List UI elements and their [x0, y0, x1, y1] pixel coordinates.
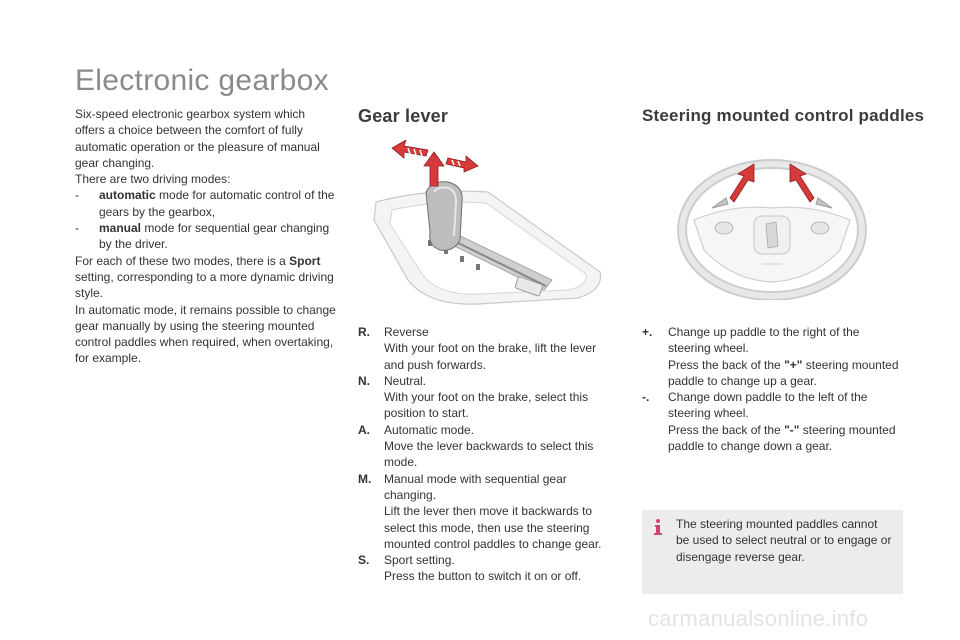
- mode-automatic-label: automatic: [99, 188, 156, 203]
- steering-wheel-illustration: [672, 150, 872, 300]
- gear-position-item: [358, 422, 608, 438]
- gear-position-key: R.: [358, 325, 370, 339]
- gear-position-item: [358, 552, 608, 568]
- mode-item-automatic: [75, 187, 337, 220]
- pointer-bullet: [358, 389, 384, 422]
- gear-position-item: [358, 373, 608, 389]
- dash-bullet: -: [75, 188, 79, 203]
- gear-position-instruction: Press the button to switch it on or off.: [384, 569, 582, 584]
- info-icon: [650, 518, 666, 536]
- pointer-bullet: [358, 568, 384, 584]
- intro-paragraph: Six-speed electronic gearbox system which offers a choice between the comfort of fully automatic operation or the pleasure of manual gear changing.: [75, 107, 320, 170]
- gear-position-action: [358, 503, 608, 552]
- gear-position-action: [358, 568, 608, 584]
- sport-label: Sport: [289, 253, 321, 268]
- mode-item-manual: [75, 220, 337, 253]
- gear-position-key: N.: [358, 373, 370, 388]
- gear-lever-illustration: [368, 140, 608, 310]
- minus-symbol: "-": [784, 422, 800, 437]
- intro-text: [75, 106, 337, 367]
- pointer-bullet: [642, 422, 668, 455]
- gear-position-key: M.: [358, 471, 372, 486]
- note-text: The steering mounted paddles cannot be used to select neutral or to engage or disengage reverse gear.: [676, 517, 892, 564]
- mode-manual-label: manual: [99, 221, 142, 236]
- gear-position-key: S.: [358, 553, 370, 568]
- gear-position-instruction: With your foot on the brake, lift the lever and push forwards.: [384, 341, 597, 372]
- mode-manual-desc: mode for sequential gear changing by the driver.: [99, 221, 330, 252]
- gear-position-key: A.: [358, 422, 370, 437]
- gear-position-label: Neutral.: [384, 373, 427, 388]
- gear-position-label: Manual mode with sequential gear changing.: [384, 471, 567, 502]
- gear-position-item: [358, 471, 608, 504]
- paddles-list: [642, 324, 904, 454]
- paddle-minus-label: Change down paddle to the left of the steering wheel.: [668, 390, 868, 421]
- sport-paragraph: For each of these two modes, there is a Sport setting, corresponding to a more dynamic driving style.: [75, 253, 334, 301]
- pointer-bullet: [358, 503, 384, 552]
- page-title: Electronic gearbox: [75, 64, 329, 97]
- pointer-bullet: [358, 438, 384, 471]
- gear-position-item: [358, 324, 608, 340]
- pointer-bullet: [358, 340, 384, 373]
- dash-bullet: -: [75, 221, 79, 236]
- gear-position-label: Reverse: [384, 325, 429, 339]
- paddles-heading: Steering mounted control paddles: [642, 106, 925, 125]
- paddle-plus-action: Press the back of the "+" steering mounted paddle to change up a gear.: [642, 357, 904, 390]
- gear-lever-heading: Gear lever: [358, 106, 449, 126]
- paddle-plus-item: [642, 324, 904, 357]
- footer-watermark: carmanualsonline.info: [648, 606, 869, 631]
- paddle-minus-action: Press the back of the "-" steering mounted paddle to change down a gear.: [642, 422, 904, 455]
- gear-lever-list: [358, 324, 608, 585]
- gear-position-label: Automatic mode.: [384, 422, 475, 437]
- gear-position-instruction: Lift the lever then move it backwards to select this mode, then use the steering mounted control paddles to change gear.: [384, 504, 602, 551]
- mode-automatic-desc: mode for automatic control of the gears by the gearbox,: [99, 188, 335, 219]
- paddle-minus-key: -.: [642, 390, 650, 405]
- gear-position-action: [358, 340, 608, 373]
- paddle-minus-item: [642, 389, 904, 422]
- plus-symbol: "+": [784, 357, 803, 372]
- paddle-plus-key: +.: [642, 325, 653, 339]
- gear-position-instruction: Move the lever backwards to select this mode.: [384, 439, 594, 470]
- gear-position-action: [358, 438, 608, 471]
- automatic-mode-paragraph: In automatic mode, it remains possible to change gear manually by using the steering mounted control paddles when required, when overtaking, for example.: [75, 302, 336, 366]
- intro-modes-heading: There are two driving modes:: [75, 172, 231, 187]
- paddle-plus-label: Change up paddle to the right of the steering wheel.: [668, 325, 860, 356]
- pointer-bullet: [642, 357, 668, 390]
- gear-position-instruction: With your foot on the brake, select this position to start.: [384, 390, 589, 421]
- gear-position-label: Sport setting.: [384, 553, 455, 568]
- gear-position-action: [358, 389, 608, 422]
- info-note: [642, 510, 903, 594]
